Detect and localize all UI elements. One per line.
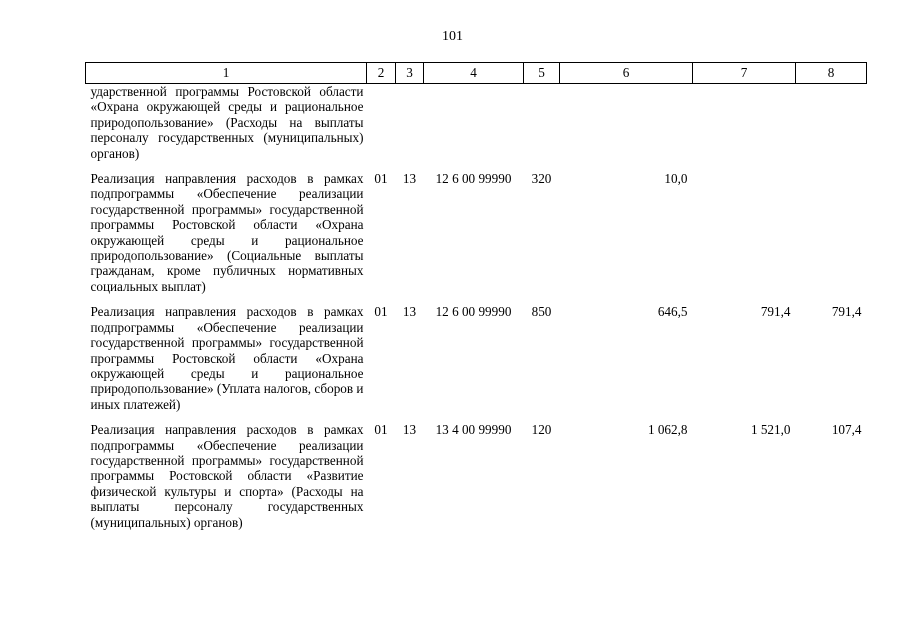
header-col-6: 6	[560, 63, 693, 84]
amount-col-8: 791,4	[831, 304, 862, 320]
table-row	[86, 294, 867, 412]
row-description: Реализация направления расходов в рамках подпрограммы «Обеспечение реализации государственной программы» государственной программы Ростовской области «Охрана окружающей среды и рациональное природопользование» (Уплата налогов, сборов и иных платежей)	[90, 304, 364, 412]
table-header-row	[86, 63, 867, 84]
expense-type-code: 320	[531, 171, 552, 187]
header-col-2: 2	[367, 63, 396, 84]
table-row	[86, 161, 867, 294]
budget-table	[85, 62, 867, 530]
section-code	[367, 84, 396, 162]
amount-col-7	[693, 84, 796, 162]
expense-type-code: 120	[531, 422, 552, 438]
amount-col-7	[693, 161, 796, 294]
amount-col-6: 646,5	[657, 304, 688, 320]
amount-col-8: 107,4	[831, 422, 862, 438]
header-col-3: 3	[396, 63, 424, 84]
header-col-7: 7	[693, 63, 796, 84]
subsection-code: 13	[402, 171, 417, 187]
row-description: ударственной программы Ростовской области «Охрана окружающей среды и рациональное природопользование» (Расходы на выплаты персоналу государственных (муниципальных) органов)	[90, 84, 364, 161]
target-article-code	[424, 84, 524, 162]
subsection-code: 13	[402, 304, 417, 320]
table-row	[86, 84, 867, 162]
amount-col-6	[560, 84, 693, 162]
target-article-code: 12 6 00 99990	[435, 171, 512, 187]
amount-col-8	[796, 84, 867, 162]
section-code: 01	[374, 171, 388, 187]
header-col-1: 1	[86, 63, 367, 84]
expense-type-code: 850	[531, 304, 552, 320]
section-code: 01	[374, 422, 388, 438]
table-row	[86, 412, 867, 530]
page-number: 101	[442, 29, 463, 44]
target-article-code: 12 6 00 99990	[435, 304, 512, 320]
target-article-code: 13 4 00 99990	[435, 422, 512, 438]
header-col-8: 8	[796, 63, 867, 84]
amount-col-8	[796, 161, 867, 294]
amount-col-7: 1 521,0	[750, 422, 791, 438]
amount-col-6: 1 062,8	[647, 422, 688, 438]
amount-col-6: 10,0	[664, 171, 688, 187]
expense-type-code	[524, 84, 560, 162]
row-description: Реализация направления расходов в рамках подпрограммы «Обеспечение реализации государственной программы» государственной программы Ростовской области «Развитие физической культуры и спорта» (Расходы на выплаты персоналу государственных (муниципальных) органов)	[90, 422, 364, 530]
subsection-code: 13	[402, 422, 417, 438]
subsection-code	[396, 84, 424, 162]
amount-col-7: 791,4	[760, 304, 791, 320]
header-col-5: 5	[524, 63, 560, 84]
row-description: Реализация направления расходов в рамках подпрограммы «Обеспечение реализации государственной программы» государственной программы Ростовской области «Охрана окружающей среды и рациональное природопользование» (Социальные выплаты гражданам, кроме публичных нормативных социальных выплат)	[90, 171, 364, 294]
header-col-4: 4	[424, 63, 524, 84]
section-code: 01	[374, 304, 388, 320]
